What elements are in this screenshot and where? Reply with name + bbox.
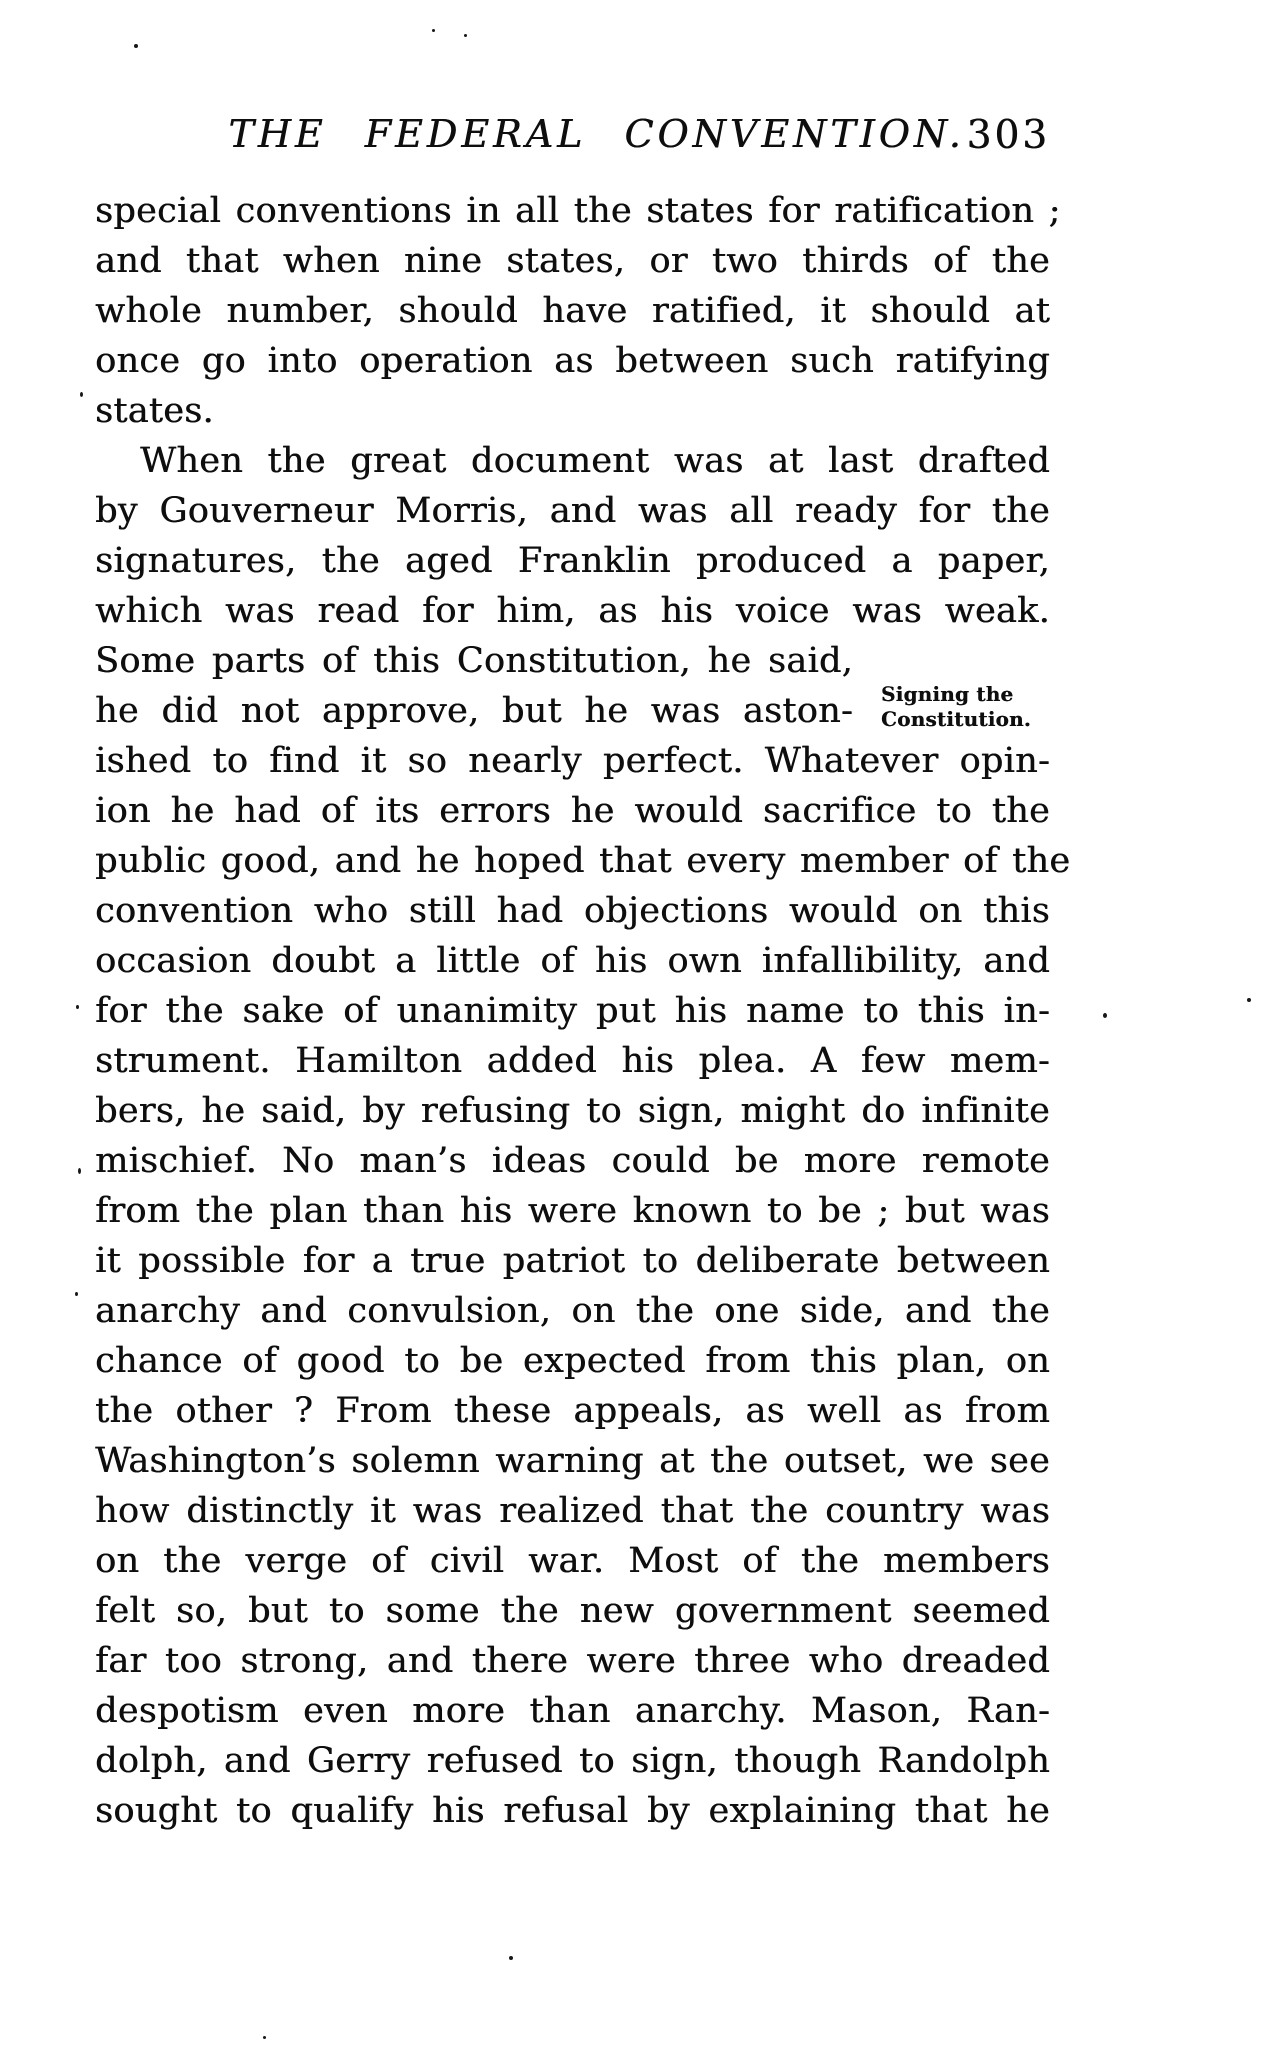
text-line: mischief. No man’s ideas could be more remote	[95, 1141, 1050, 1181]
text-line: felt so, but to some the new government seemed	[95, 1591, 1050, 1631]
page-number: 303	[966, 113, 1050, 158]
margin-note-line: Constitution.	[881, 707, 1031, 731]
text-line: which was read for him, as his voice was weak.	[95, 591, 1050, 631]
text-line: far too strong, and there were three who dreaded	[95, 1641, 1050, 1681]
scan-speck	[1247, 998, 1251, 1002]
text-line: and that when nine states, or two thirds of the	[95, 241, 1050, 281]
text-line: bers, he said, by refusing to sign, might do infinite	[95, 1091, 1050, 1131]
text-line: occasion doubt a little of his own infallibility, and	[95, 941, 1050, 981]
text-line: signatures, the aged Franklin produced a paper,	[95, 541, 1050, 581]
running-title: THE FEDERAL CONVENTION.	[228, 112, 965, 156]
text-line: it possible for a true patriot to deliberate between	[95, 1241, 1050, 1281]
text-line: public good, and he hoped that every member of the	[95, 841, 1071, 881]
text-line: he did not approve, but he was aston-	[95, 691, 853, 731]
text-line: When the great document was at last drafted	[140, 441, 1050, 481]
text-line: ished to find it so nearly perfect. Whatever opin-	[95, 741, 1050, 781]
scan-speck	[134, 44, 138, 48]
text-line: despotism even more than anarchy. Mason, Ran-	[95, 1691, 1050, 1731]
page-body	[95, 186, 1071, 1836]
page-header	[95, 112, 1050, 170]
text-line: anarchy and convulsion, on the one side, and the	[95, 1291, 1050, 1331]
text-line: for the sake of unanimity put his name to this in-	[95, 991, 1050, 1031]
text-line: whole number, should have ratified, it should at	[95, 291, 1050, 331]
text-line: from the plan than his were known to be ; but was	[95, 1191, 1050, 1231]
margin-note	[881, 682, 1051, 732]
scan-speck	[263, 2036, 266, 2039]
scan-speck	[78, 1168, 81, 1174]
text-line: Some parts of this Constitution, he said,	[95, 641, 853, 681]
text-line: Washington’s solemn warning at the outset, we see	[95, 1441, 1050, 1481]
text-line: on the verge of civil war. Most of the members	[95, 1541, 1050, 1581]
text-line: dolph, and Gerry refused to sign, though Randolph	[95, 1741, 1050, 1781]
scan-speck	[75, 1292, 78, 1296]
margin-note-line: Signing the	[881, 682, 1014, 706]
text-line: by Gouverneur Morris, and was all ready for the	[95, 491, 1050, 531]
text-line: strument. Hamilton added his plea. A few mem-	[95, 1041, 1050, 1081]
text-line: sought to qualify his refusal by explaining that he	[95, 1791, 1050, 1831]
scan-speck	[1103, 1013, 1107, 1018]
scan-speck	[464, 34, 467, 37]
text-line: the other ? From these appeals, as well as from	[95, 1391, 1050, 1431]
scan-speck	[509, 1956, 513, 1960]
scan-speck	[80, 392, 83, 397]
text-line: ion he had of its errors he would sacrifice to the	[95, 791, 1050, 831]
scan-speck	[76, 1005, 79, 1009]
text-line: convention who still had objections would on this	[95, 891, 1050, 931]
text-line: chance of good to be expected from this plan, on	[95, 1341, 1050, 1381]
scan-speck	[432, 29, 435, 32]
text-line: states.	[95, 391, 214, 431]
text-line: once go into operation as between such ratifying	[95, 341, 1050, 381]
text-line: how distinctly it was realized that the country was	[95, 1491, 1050, 1531]
text-line: special conventions in all the states for ratification ;	[95, 191, 1061, 231]
